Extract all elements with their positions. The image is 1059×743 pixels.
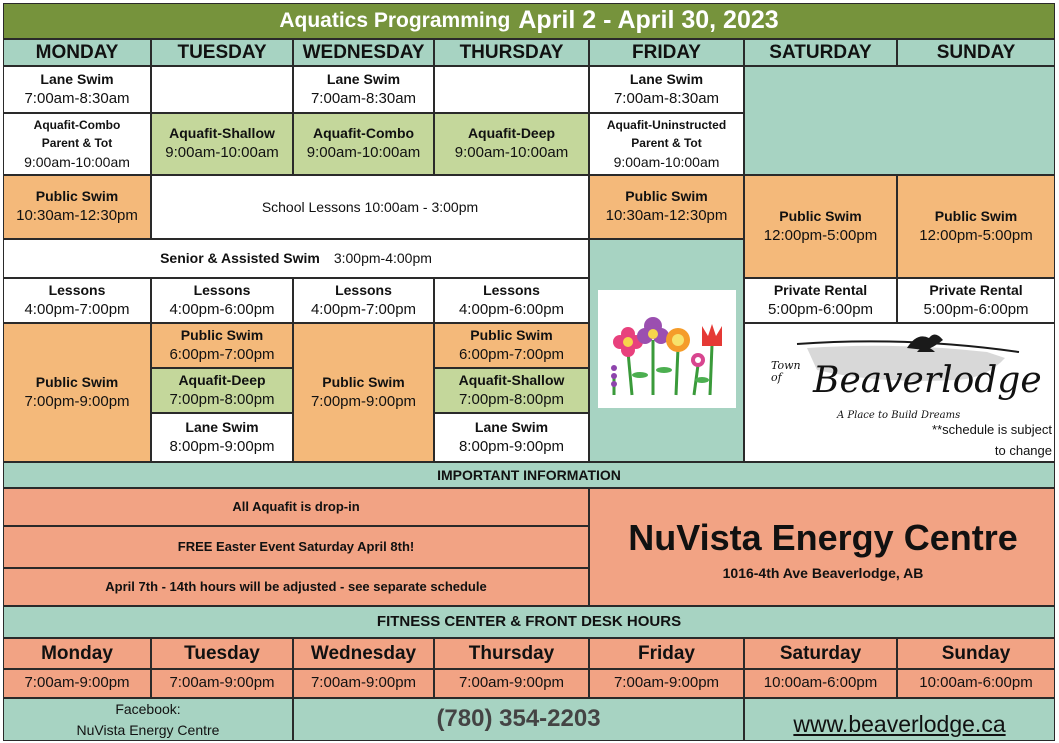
- facebook-label: Facebook:: [115, 700, 181, 717]
- tuesday-aquafit-shallow: Aquafit-Shallow 9:00am-10:00am: [151, 113, 293, 175]
- title-dates: April 2 - April 30, 2023: [518, 6, 779, 35]
- thursday-empty-slot: [434, 66, 589, 113]
- tuesday-empty-slot: [151, 66, 293, 113]
- weekend-morning-closed: [744, 66, 1055, 175]
- logo-tagline: A Place to Build Dreams: [837, 410, 961, 421]
- centre-name: NuVista Energy Centre: [628, 517, 1018, 558]
- logo-area: [744, 323, 1055, 462]
- facebook-info: [3, 698, 293, 741]
- wednesday-lessons: Lessons 4:00pm-7:00pm: [293, 278, 434, 323]
- logo-name-text: Beaverlodge: [813, 360, 1042, 401]
- fitness-day-friday: Friday: [589, 638, 744, 669]
- tuesday-lane-swim: Lane Swim 8:00pm-9:00pm: [151, 413, 293, 462]
- thursday-public-swim-evening: Public Swim 6:00pm-7:00pm: [434, 323, 589, 368]
- fitness-day-sunday: Sunday: [897, 638, 1055, 669]
- fitness-hours-thursday: 7:00am-9:00pm: [434, 669, 589, 698]
- flowers-illustration: [598, 290, 736, 408]
- important-info-header: IMPORTANT INFORMATION: [3, 462, 1055, 488]
- fitness-hours-wednesday: 7:00am-9:00pm: [293, 669, 434, 698]
- school-lessons: School Lessons 10:00am - 3:00pm: [151, 175, 589, 239]
- title-main: Aquatics Programming: [279, 8, 511, 32]
- wednesday-aquafit-combo: Aquafit-Combo 9:00am-10:00am: [293, 113, 434, 175]
- day-header-monday: MONDAY: [3, 39, 151, 66]
- fitness-hours-sunday: 10:00am-6:00pm: [897, 669, 1055, 698]
- sunday-public-swim: Public Swim 12:00pm-5:00pm: [897, 175, 1055, 278]
- website-link[interactable]: www.beaverlodge.ca: [744, 698, 1055, 741]
- senior-assisted-swim: Senior & Assisted Swim 3:00pm-4:00pm: [3, 239, 589, 278]
- day-header-tuesday: TUESDAY: [151, 39, 293, 66]
- fitness-header: FITNESS CENTER & FRONT DESK HOURS: [3, 606, 1055, 638]
- fitness-hours-friday: 7:00am-9:00pm: [589, 669, 744, 698]
- friday-public-swim: Public Swim 10:30am-12:30pm: [589, 175, 744, 239]
- saturday-public-swim: Public Swim 12:00pm-5:00pm: [744, 175, 897, 278]
- fitness-hours-saturday: 10:00am-6:00pm: [744, 669, 897, 698]
- centre-address: 1016-4th Ave Beaverlodge, AB: [722, 565, 924, 581]
- tuesday-public-swim-evening: Public Swim 6:00pm-7:00pm: [151, 323, 293, 368]
- day-header-wednesday: WEDNESDAY: [293, 39, 434, 66]
- day-header-sunday: SUNDAY: [897, 39, 1055, 66]
- day-header-saturday: SATURDAY: [744, 39, 897, 66]
- day-header-thursday: THURSDAY: [434, 39, 589, 66]
- fitness-day-thursday: Thursday: [434, 638, 589, 669]
- beaverlodge-logo: [757, 328, 1042, 424]
- monday-lessons: Lessons 4:00pm-7:00pm: [3, 278, 151, 323]
- fitness-day-wednesday: Wednesday: [293, 638, 434, 669]
- monday-public-swim: Public Swim 10:30am-12:30pm: [3, 175, 151, 239]
- friday-afternoon-closed: [589, 239, 744, 462]
- fitness-hours-tuesday: 7:00am-9:00pm: [151, 669, 293, 698]
- fitness-hours-monday: 7:00am-9:00pm: [3, 669, 151, 698]
- sunday-private-rental: Private Rental 5:00pm-6:00pm: [897, 278, 1055, 323]
- tuesday-lessons: Lessons 4:00pm-6:00pm: [151, 278, 293, 323]
- thursday-lane-swim: Lane Swim 8:00pm-9:00pm: [434, 413, 589, 462]
- fitness-day-saturday: Saturday: [744, 638, 897, 669]
- page-title: [3, 3, 1055, 39]
- info-item-aquafit: All Aquafit is drop-in: [3, 488, 589, 526]
- monday-aquafit-combo: Aquafit-Combo Parent & Tot 9:00am-10:00am: [3, 113, 151, 175]
- friday-lane-swim: Lane Swim 7:00am-8:30am: [589, 66, 744, 113]
- centre-info: [589, 488, 1055, 606]
- fitness-day-tuesday: Tuesday: [151, 638, 293, 669]
- wednesday-public-swim-evening: Public Swim 7:00pm-9:00pm: [293, 323, 434, 462]
- thursday-aquafit-shallow: Aquafit-Shallow 7:00pm-8:00pm: [434, 368, 589, 413]
- saturday-private-rental: Private Rental 5:00pm-6:00pm: [744, 278, 897, 323]
- tuesday-aquafit-deep: Aquafit-Deep 7:00pm-8:00pm: [151, 368, 293, 413]
- fitness-day-monday: Monday: [3, 638, 151, 669]
- info-item-adjusted-hours: April 7th - 14th hours will be adjusted - see separate schedule: [3, 568, 589, 606]
- logo-town-text: Town of: [771, 359, 801, 385]
- day-header-friday: FRIDAY: [589, 39, 744, 66]
- wednesday-lane-swim: Lane Swim 7:00am-8:30am: [293, 66, 434, 113]
- facebook-name: NuVista Energy Centre: [76, 721, 220, 738]
- monday-public-swim-evening: Public Swim 7:00pm-9:00pm: [3, 323, 151, 462]
- friday-aquafit-uninstructed: Aquafit-Uninstructed Parent & Tot 9:00am-10:00am: [589, 113, 744, 175]
- phone-number: (780) 354-2203: [293, 698, 744, 741]
- schedule-note: **schedule is subject to change: [932, 422, 1052, 458]
- thursday-aquafit-deep: Aquafit-Deep 9:00am-10:00am: [434, 113, 589, 175]
- info-item-easter: FREE Easter Event Saturday April 8th!: [3, 526, 589, 568]
- thursday-lessons: Lessons 4:00pm-6:00pm: [434, 278, 589, 323]
- monday-lane-swim: Lane Swim 7:00am-8:30am: [3, 66, 151, 113]
